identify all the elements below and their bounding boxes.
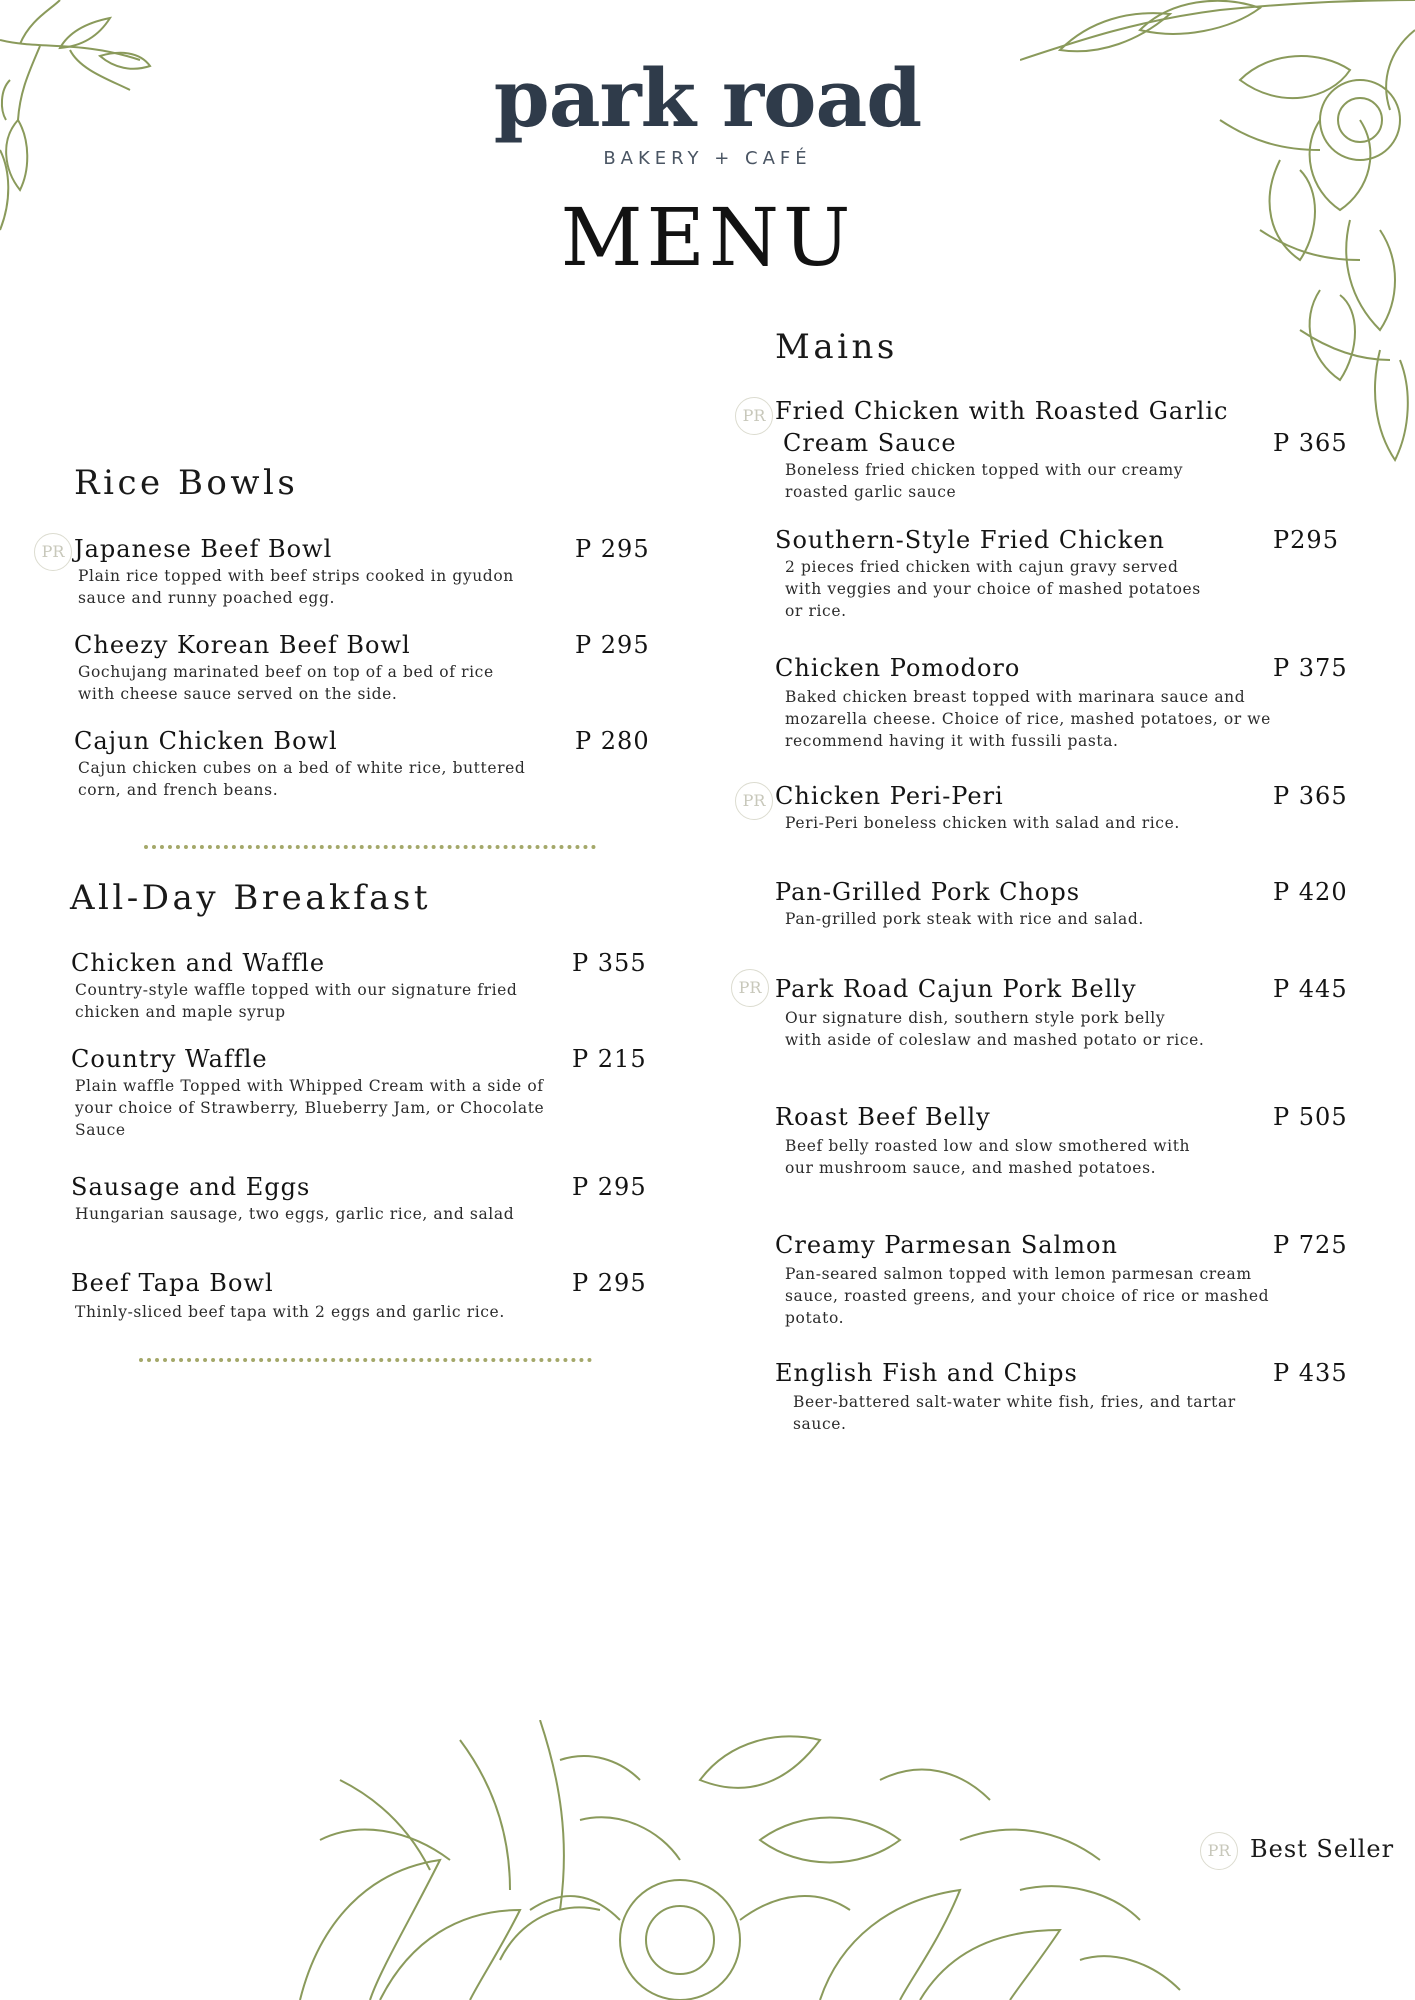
item-price: P 420: [1273, 878, 1348, 906]
best-seller-badge-icon: PR: [1200, 1832, 1238, 1870]
menu-item-pan-grilled-pork-chops: [775, 876, 1275, 930]
menu-item-cheezy-korean-beef-bowl: [74, 629, 634, 705]
item-price: P 280: [575, 727, 650, 755]
menu-item-beef-tapa-bowl: [71, 1267, 631, 1323]
item-description: 2 pieces fried chicken with cajun gravy served with veggies and your choice of mashed potatoes or rice.: [785, 558, 1201, 620]
item-name: Japanese Beef Bowl: [74, 535, 333, 563]
menu-item-japanese-beef-bowl: [74, 533, 634, 609]
section-heading-rice-bowls: Rice Bowls: [74, 463, 299, 503]
item-price: P 295: [575, 535, 650, 563]
item-price: P 435: [1273, 1359, 1348, 1387]
item-name: Creamy Parmesan Salmon: [775, 1231, 1118, 1259]
item-name: Pan-Grilled Pork Chops: [775, 878, 1081, 906]
item-description: Our signature dish, southern style pork belly with aside of coleslaw and mashed potato or rice.: [785, 1009, 1205, 1049]
section-heading-all-day-breakfast: All-Day Breakfast: [70, 878, 432, 918]
item-name: Park Road Cajun Pork Belly: [775, 975, 1137, 1003]
item-description: Beer-battered salt-water white fish, fries, and tartar sauce.: [793, 1393, 1236, 1433]
item-price: P 365: [1273, 782, 1348, 810]
menu-item-fried-chicken-roasted-garlic: [775, 395, 1275, 503]
section-divider: [139, 1358, 592, 1362]
brand-name: park road: [493, 51, 922, 145]
item-description: Pan-grilled pork steak with rice and salad.: [785, 910, 1144, 928]
menu-item-cajun-chicken-bowl: [74, 725, 634, 801]
item-name: Fried Chicken with Roasted Garlic: [775, 397, 1229, 425]
best-seller-badge-icon: PR: [735, 397, 773, 435]
item-price: P 295: [572, 1173, 647, 1201]
menu-title: MENU: [560, 191, 855, 284]
item-name: Chicken and Waffle: [71, 949, 326, 977]
item-name: Roast Beef Belly: [775, 1103, 991, 1131]
item-price: P 505: [1273, 1103, 1348, 1131]
section-divider: [144, 845, 596, 849]
menu-item-country-waffle: [71, 1043, 631, 1141]
item-description: Pan-seared salmon topped with lemon parmesan cream sauce, roasted greens, and your choice of rice or mashed potato.: [785, 1265, 1270, 1327]
item-name: Chicken Pomodoro: [775, 654, 1021, 682]
item-description: Baked chicken breast topped with marinara sauce and mozarella cheese. Choice of rice, mashed potatoes, or we recommend having it with fussili pasta.: [785, 688, 1271, 750]
item-description: Peri-Peri boneless chicken with salad and rice.: [785, 814, 1180, 832]
item-description: Beef belly roasted low and slow smothered with our mushroom sauce, and mashed potatoes.: [785, 1137, 1191, 1177]
item-price: P 355: [572, 949, 647, 977]
menu-item-roast-beef-belly: [775, 1101, 1275, 1179]
item-price: P 295: [572, 1269, 647, 1297]
section-heading-mains: Mains: [775, 327, 898, 367]
item-description: Plain waffle Topped with Whipped Cream with a side of your choice of Strawberry, Blueberry Jam, or Chocolate Sauce: [75, 1077, 545, 1139]
menu-item-southern-style-fried-chicken: [775, 524, 1275, 622]
item-description: Cajun chicken cubes on a bed of white rice, buttered corn, and french beans.: [78, 759, 526, 799]
brand-logo: [0, 51, 1415, 169]
item-price: P 215: [572, 1045, 647, 1073]
item-description: Hungarian sausage, two eggs, garlic rice, and salad: [75, 1205, 515, 1223]
menu-item-creamy-parmesan-salmon: [775, 1229, 1275, 1329]
legend-label: Best Seller: [1250, 1835, 1395, 1863]
menu-item-sausage-and-eggs: [71, 1171, 631, 1225]
item-price: P 445: [1273, 975, 1348, 1003]
item-description: Thinly-sliced beef tapa with 2 eggs and garlic rice.: [75, 1303, 505, 1321]
item-name-line2: Cream Sauce: [783, 429, 957, 457]
item-price: P295: [1273, 526, 1339, 554]
item-description: Boneless fried chicken topped with our creamy roasted garlic sauce: [785, 461, 1184, 501]
item-name: Country Waffle: [71, 1045, 268, 1073]
item-name: Chicken Peri-Peri: [775, 782, 1004, 810]
item-price: P 365: [1273, 429, 1348, 457]
item-price: P 375: [1273, 654, 1348, 682]
menu-item-english-fish-and-chips: [775, 1357, 1275, 1435]
item-name: Southern-Style Fried Chicken: [775, 526, 1165, 554]
menu-item-chicken-and-waffle: [71, 947, 631, 1023]
item-name: English Fish and Chips: [775, 1359, 1078, 1387]
menu-item-chicken-peri-peri: [775, 780, 1275, 834]
best-seller-badge-icon: PR: [34, 533, 72, 571]
item-name: Sausage and Eggs: [71, 1173, 311, 1201]
menu-item-park-road-cajun-pork-belly: [775, 973, 1275, 1051]
item-name: Beef Tapa Bowl: [71, 1269, 274, 1297]
item-price: P 295: [575, 631, 650, 659]
item-description: Gochujang marinated beef on top of a bed of rice with cheese sauce served on the side.: [78, 663, 494, 703]
brand-tagline: BAKERY + CAFÉ: [603, 148, 812, 169]
item-description: Country-style waffle topped with our signature fried chicken and maple syrup: [75, 981, 518, 1021]
item-description: Plain rice topped with beef strips cooked in gyudon sauce and runny poached egg.: [78, 567, 514, 607]
item-name: Cajun Chicken Bowl: [74, 727, 338, 755]
best-seller-badge-icon: PR: [735, 782, 773, 820]
menu-item-chicken-pomodoro: [775, 652, 1275, 752]
best-seller-badge-icon: PR: [731, 969, 769, 1007]
floral-decoration-bottom: [260, 1720, 1200, 2000]
item-name: Cheezy Korean Beef Bowl: [74, 631, 411, 659]
item-price: P 725: [1273, 1231, 1348, 1259]
